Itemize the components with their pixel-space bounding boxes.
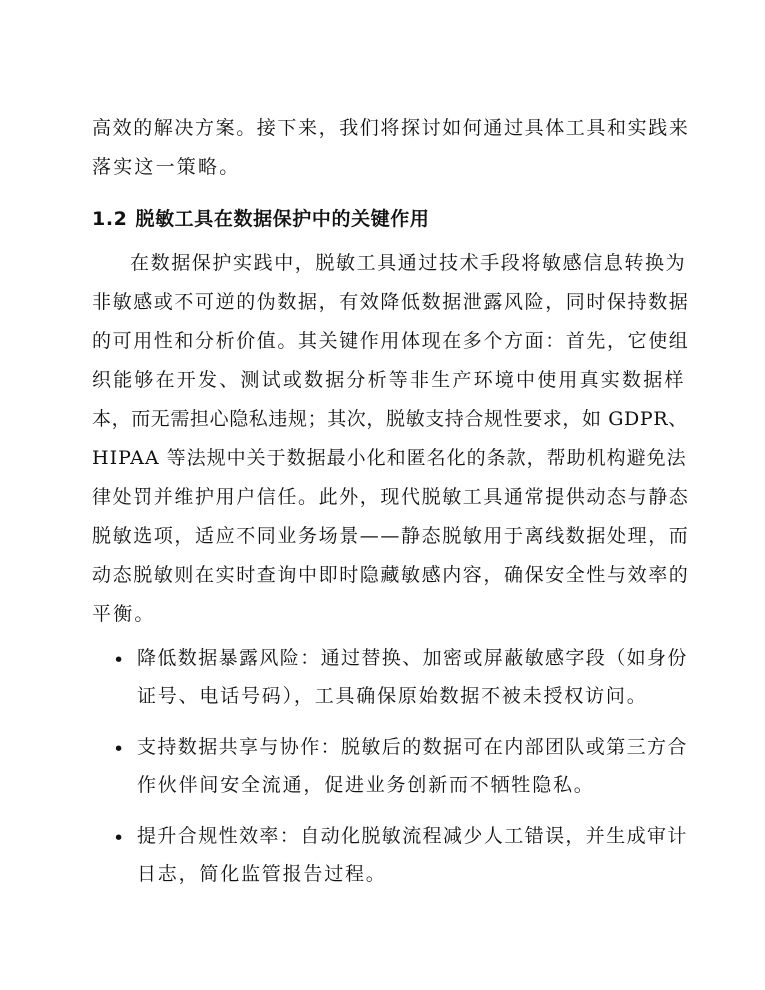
paragraph-line-10: 平衡。 <box>92 603 156 625</box>
bullet-marker: • <box>113 827 125 849</box>
section-number: 1.2 <box>92 208 128 230</box>
section-title: 脱敏工具在数据保护中的关键作用 <box>135 208 430 230</box>
intro-line-2: 落实这一策略。 <box>92 156 241 178</box>
paragraph-line-8: 脱敏选项，适应不同业务场景——静态脱敏用于离线数据处理，而 <box>92 525 690 547</box>
bullet-marker: • <box>113 738 125 760</box>
paragraph-line-5: 本，而无需担心隐私违规；其次，脱敏支持合规性要求，如 GDPR、 <box>92 408 688 430</box>
paragraph-line-2: 非敏感或不可逆的伪数据，有效降低数据泄露风险，同时保持数据 <box>92 291 690 313</box>
bullet-marker: • <box>113 649 125 671</box>
paragraph-line-6: HIPAA 等法规中关于数据最小化和匿名化的条款，帮助机构避免法 <box>92 447 687 469</box>
paragraph-line-7: 律处罚并维护用户信任。此外，现代脱敏工具通常提供动态与静态 <box>92 486 690 508</box>
paragraph-line-9: 动态脱敏则在实时查询中即时隐藏敏感内容，确保安全性与效率的 <box>92 564 690 586</box>
bullet-3-line-2: 日志，简化监管报告过程。 <box>137 863 387 885</box>
bullet-1-line-2: 证号、电话号码），工具确保原始数据不被未授权访问。 <box>137 685 648 707</box>
bullet-1-line-1: 降低数据暴露风险：通过替换、加密或屏蔽敏感字段（如身份 <box>137 647 688 669</box>
bullet-2-line-1: 支持数据共享与协作：脱敏后的数据可在内部团队或第三方合 <box>137 736 688 758</box>
paragraph-line-1: 在数据保护实践中，脱敏工具通过技术手段将敏感信息转换为 <box>130 252 687 274</box>
intro-line-1: 高效的解决方案。接下来，我们将探讨如何通过具体工具和实践来 <box>92 117 690 139</box>
paragraph-line-3: 的可用性和分析价值。其关键作用体现在多个方面：首先，它使组 <box>92 330 690 352</box>
paragraph-line-4: 织能够在开发、测试或数据分析等非生产环境中使用真实数据样 <box>92 369 686 391</box>
bullet-3-line-1: 提升合规性效率：自动化脱敏流程减少人工错误，并生成审计 <box>137 825 688 847</box>
bullet-2-line-2: 作伙伴间安全流通，促进业务创新而不牺牲隐私。 <box>137 774 595 796</box>
section-heading <box>92 207 429 231</box>
